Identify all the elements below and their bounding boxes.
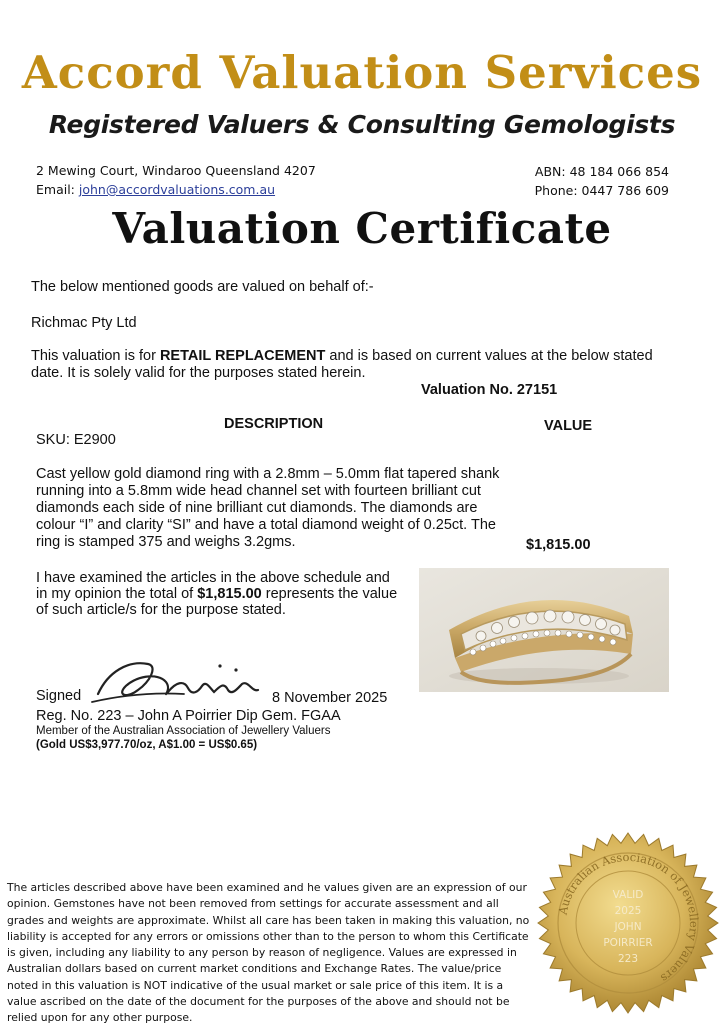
seal-line: 2025 [614, 905, 642, 917]
description-line: diamonds each side of nine brilliant cut diamonds. The diamonds are [36, 500, 478, 516]
opinion-total: $1,815.00 [197, 586, 262, 602]
opinion-suffix: represents the value [261, 586, 398, 602]
seal-ring-text: Australian Association of Jewellery Valuers [555, 849, 702, 986]
intro-text: The below mentioned goods are valued on behalf of:- [31, 279, 374, 295]
seal-line: JOHN [614, 921, 642, 933]
sku: SKU: E2900 [36, 432, 116, 448]
purpose-line-1 [31, 348, 653, 365]
company-name: Accord Valuation Services [21, 46, 703, 99]
seal-stamp [537, 832, 719, 1014]
registration-line: Reg. No. 223 – John A Poirrier Dip Gem. FGAA [36, 708, 341, 724]
purpose-suffix: and is based on current values at the below stated [325, 348, 653, 364]
signed-date: 8 November 2025 [272, 690, 388, 706]
value-header: VALUE [544, 418, 593, 434]
description-line: colour “I” and clarity “SI” and have a total diamond weight of 0.25ct. The [36, 517, 496, 533]
email-line [36, 182, 275, 197]
opinion-line-3: of such article/s for the purpose stated. [36, 602, 286, 618]
valuation-number: Valuation No. 27151 [421, 382, 558, 398]
company-address: 2 Mewing Court, Windaroo Queensland 4207 [36, 163, 316, 178]
opinion-line-2 [36, 586, 397, 603]
description-header: DESCRIPTION [224, 416, 324, 432]
description-line: Cast yellow gold diamond ring with a 2.8mm – 5.0mm flat tapered shank [36, 466, 500, 482]
signature [88, 652, 278, 707]
item-value: $1,815.00 [526, 537, 591, 553]
email-link[interactable]: john@accordvaluations.com.au [78, 182, 276, 197]
certificate-title: Valuation Certificate [112, 204, 612, 253]
purpose-line-2: date. It is solely valid for the purposes stated herein. [31, 365, 366, 381]
email-label: Email: [36, 182, 79, 197]
company-tagline: Registered Valuers & Consulting Gemologists [48, 110, 676, 139]
opinion-prefix: in my opinion the total of [36, 586, 198, 602]
company-phone: Phone: 0447 786 609 [534, 183, 669, 198]
purpose-type: RETAIL REPLACEMENT [159, 348, 326, 364]
company-abn: ABN: 48 184 066 854 [534, 164, 669, 179]
ring-photo [419, 568, 669, 692]
gold-rate-line: (Gold US$3,977.70/oz, A$1.00 = US$0.65) [36, 739, 258, 751]
client-name: Richmac Pty Ltd [31, 315, 137, 331]
opinion-line-1: I have examined the articles in the above schedule and [36, 570, 390, 586]
description-line: ring is stamped 375 and weighs 3.2gms. [36, 534, 296, 550]
seal-line: VALID [612, 889, 644, 901]
membership-line: Member of the Australian Association of Jewellery Valuers [36, 725, 331, 737]
purpose-prefix: This valuation is for [31, 348, 160, 364]
signed-label: Signed [36, 688, 82, 704]
disclaimer: The articles described above have been examined and he values given are an expression of our opinion. Gemstones have not been removed from settings for accurate assessment and all grades and weights are approximate. Whilst all care has been taken in making this valuation, no liability is accepted for any errors or omissions other than to the person to whom this Certificate is given, including any liability to any person by reason of negligence. Values are expressed in Australian dollars based on current market conditions and Exchange Rates. The value/price noted in this valuation is NOT indicative of the usual market or sale price of this item. It is a value ascribed on the date of the document for the purposes of the above and should not be relied upon for any other purpose. [7, 881, 530, 1025]
description-line: running into a 5.8mm wide head channel set with fourteen brilliant cut [36, 483, 481, 499]
seal-line: POIRRIER [603, 937, 653, 949]
seal-line: 223 [617, 953, 639, 965]
